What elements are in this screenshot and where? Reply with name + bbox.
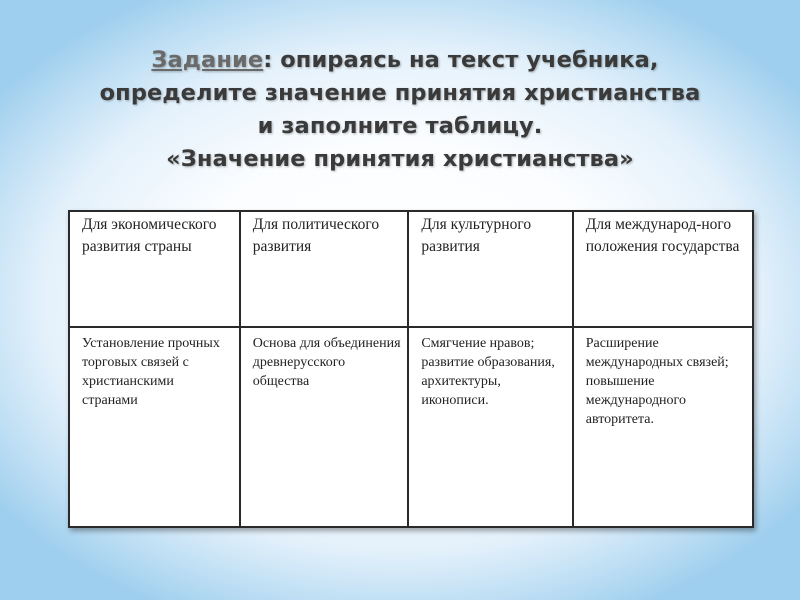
task-text: : опираясь на текст учебника, [263,47,659,73]
significance-table [68,210,754,528]
title-line-2: определите значение принятия христианства [99,80,701,106]
task-label: Задание [151,47,264,73]
title-line-1 [40,44,760,77]
table-header-row [69,211,753,327]
header-political: Для политического развития [240,211,409,327]
cell-cultural: Смягчение нравов; развитие образования, архитектуры, иконописи. [408,327,572,527]
header-cultural: Для культурного развития [408,211,572,327]
cell-political: Основа для объединения древнерусского общества [240,327,409,527]
table-caption: «Значение принятия христианства» [166,146,634,172]
header-economic: Для экономического развития страны [69,211,240,327]
table-row [69,327,753,527]
cell-economic: Установление прочных торговых связей с христианскими странами [69,327,240,527]
cell-international: Расширение международных связей; повышение международного авторитета. [573,327,753,527]
header-international: Для международ-ного положения государства [573,211,753,327]
title-line-3: и заполните таблицу. [257,113,543,139]
slide-title [40,44,760,176]
